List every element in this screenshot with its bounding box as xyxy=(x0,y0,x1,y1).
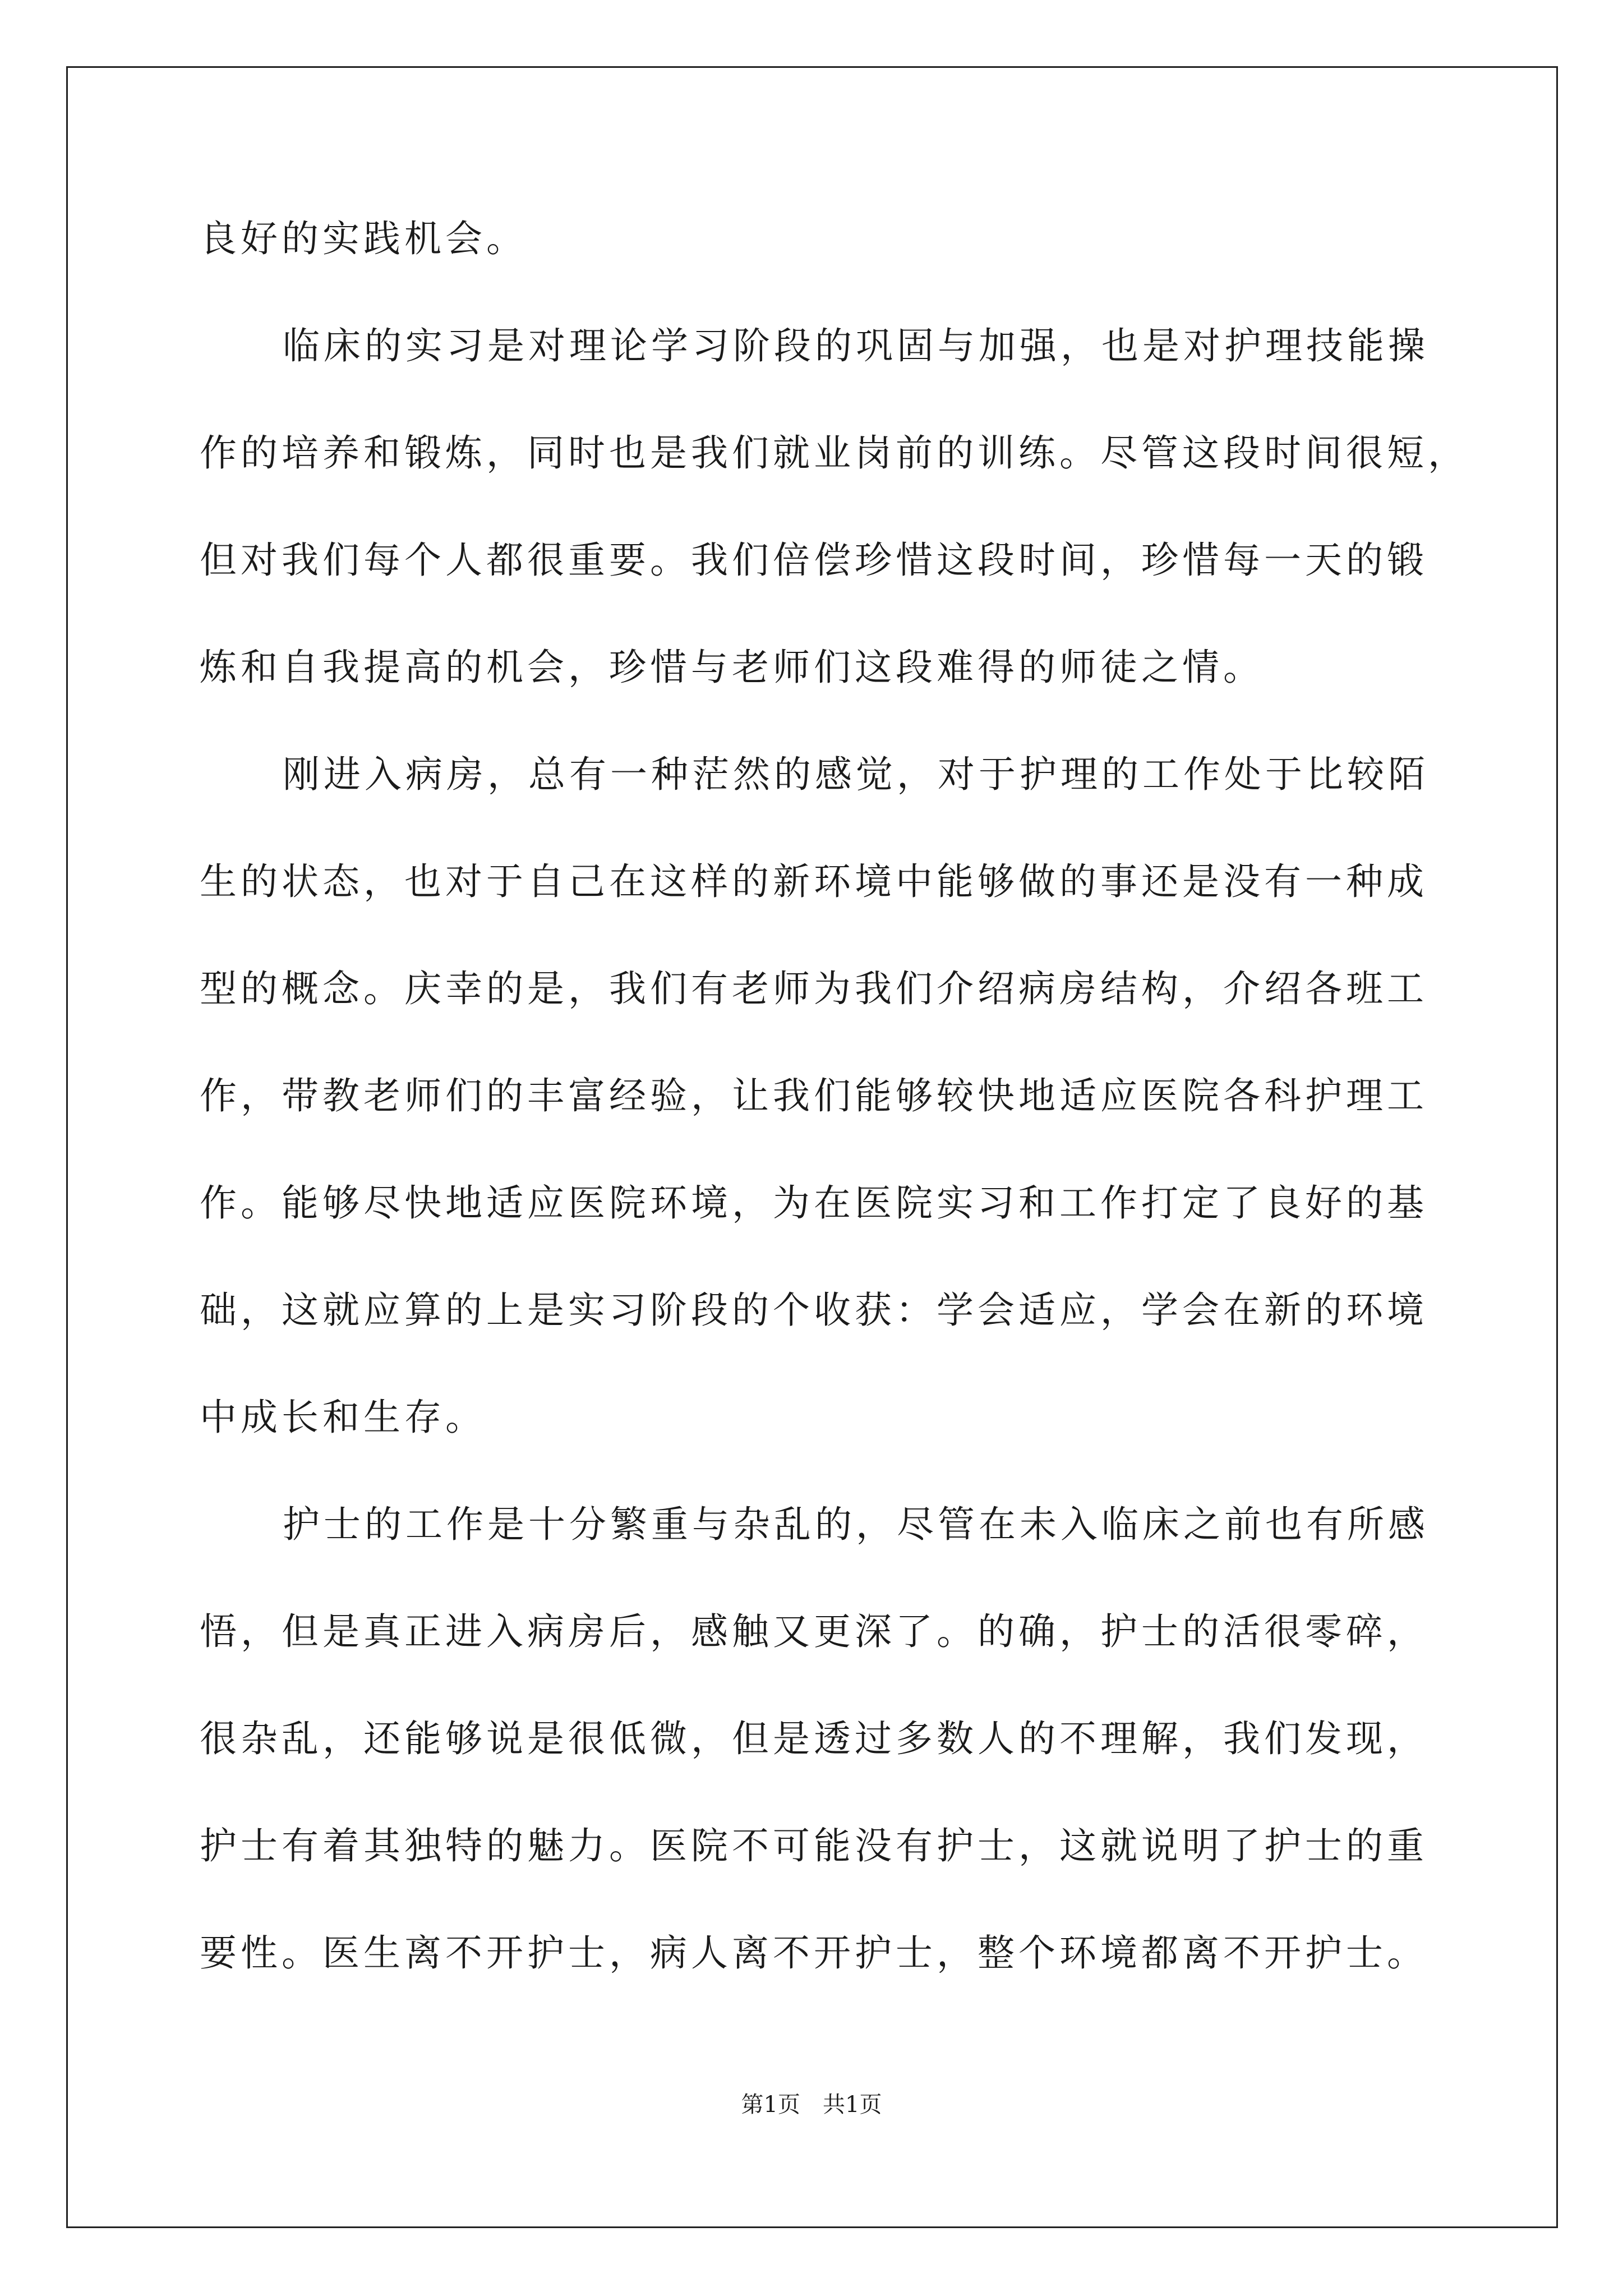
text-line: 临床的实习是对理论学习阶段的巩固与加强，也是对护理技能操 xyxy=(283,324,1429,367)
text-line: 要性。医生离不开护士，病人离不开护士，整个环境都离不开护士。 xyxy=(200,1931,1428,1975)
text-line: 但对我们每个人都很重要。我们倍偿珍惜这段时间，珍惜每一天的锻 xyxy=(200,539,1428,582)
text-line: 很杂乱，还能够说是很低微，但是透过多数人的不理解，我们发现， xyxy=(200,1717,1428,1760)
text-line: 良好的实践机会。 xyxy=(200,217,527,260)
text-line: 中成长和生存。 xyxy=(200,1396,486,1439)
text-line: 生的状态，也对于自己在这样的新环境中能够做的事还是没有一种成 xyxy=(200,860,1428,903)
text-line: 悟，但是真正进入病房后，感触又更深了。的确，护士的活很零碎， xyxy=(200,1610,1428,1653)
text-line: 炼和自我提高的机会，珍惜与老师们这段难得的师徒之情。 xyxy=(200,646,1264,689)
text-line: 护士的工作是十分繁重与杂乱的，尽管在未入临床之前也有所感 xyxy=(283,1503,1429,1546)
page-footer xyxy=(0,2087,1623,2119)
text-line: 型的概念。庆幸的是，我们有老师为我们介绍病房结构，介绍各班工 xyxy=(200,967,1428,1010)
document-body xyxy=(200,185,1490,2007)
text-line: 作。能够尽快地适应医院环境，为在医院实习和工作打定了良好的基 xyxy=(200,1181,1428,1225)
text-line: 础，这就应算的上是实习阶段的个收获：学会适应，学会在新的环境 xyxy=(200,1289,1428,1332)
text-line: 护士有着其独特的魅力。医院不可能没有护士，这就说明了护士的重 xyxy=(200,1824,1428,1867)
text-line: 作，带教老师们的丰富经验，让我们能够较快地适应医院各科护理工 xyxy=(200,1074,1428,1117)
page-total: 共1页 xyxy=(823,2092,882,2118)
text-line: 作的培养和锻炼，同时也是我们就业岗前的训练。尽管这段时间很短， xyxy=(200,431,1469,475)
text-line: 刚进入病房，总有一种茫然的感觉，对于护理的工作处于比较陌 xyxy=(283,753,1429,796)
page-number: 第1页 xyxy=(741,2092,800,2118)
